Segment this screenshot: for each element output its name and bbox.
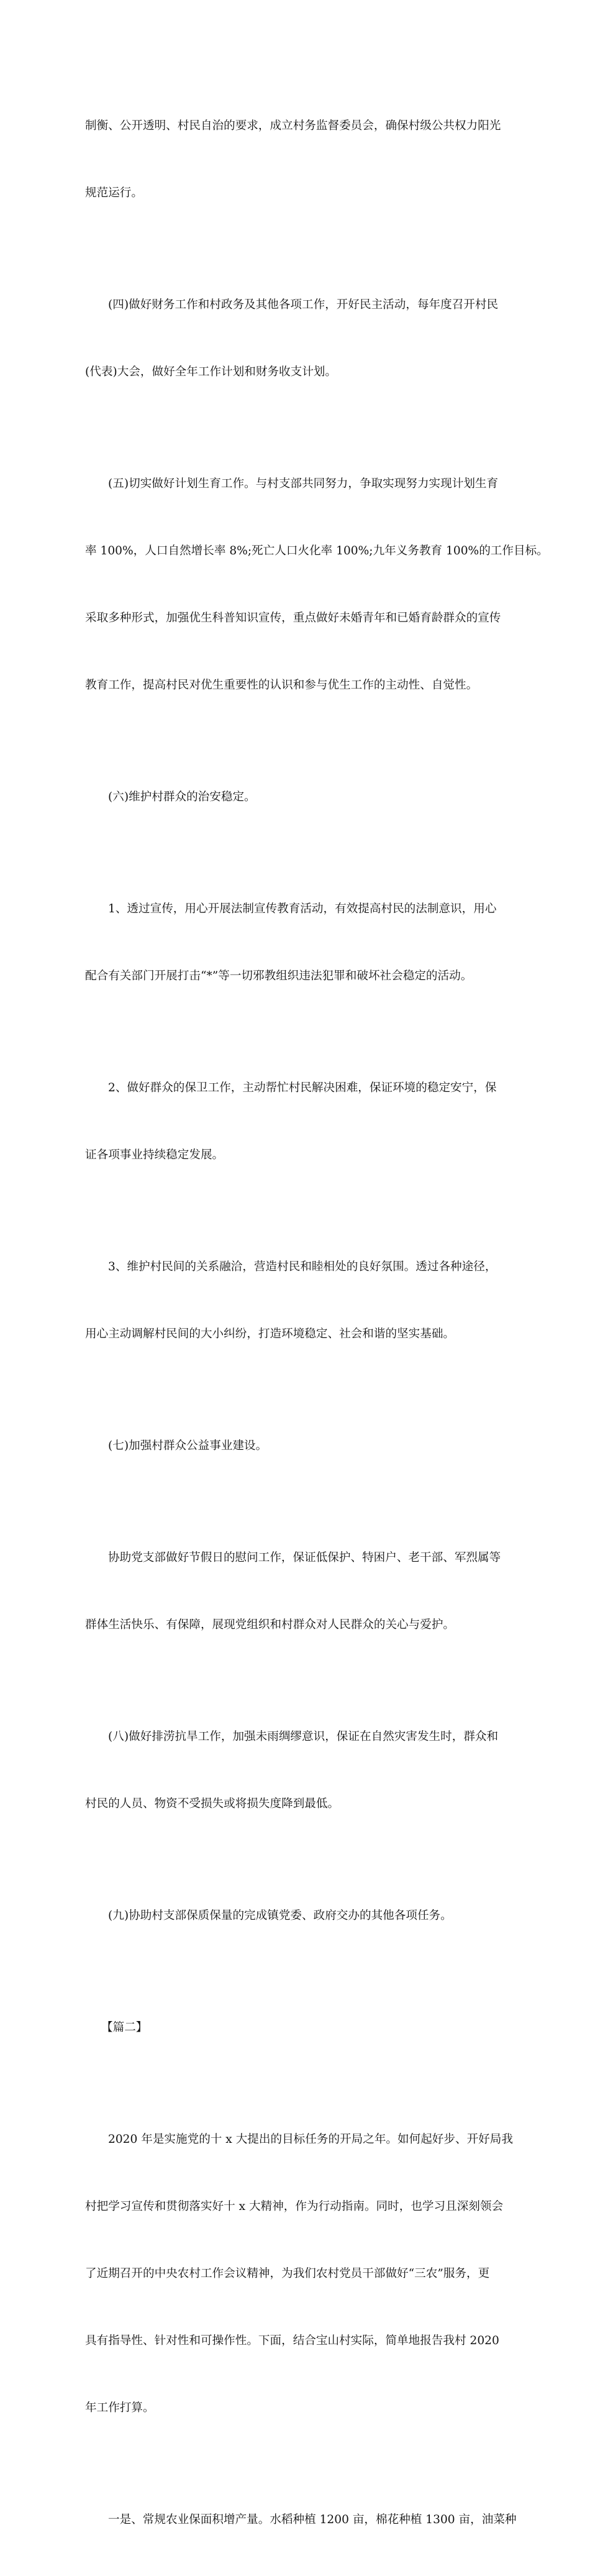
paragraph (85, 1211, 507, 1390)
text-line: 村民的人员、物资不受损失或将损失度降到最低。 (85, 1797, 340, 1810)
paragraph (85, 2464, 517, 2576)
text-line: 3、维护村民间的关系融洽，营造村民和睦相处的良好氛围。透过各种途径， (108, 1260, 497, 1273)
text-line: 配合有关部门开展打击“*”等一切邪教组织违法犯罪和破坏社会稳定的活动。 (85, 969, 473, 983)
text-line: (代表)大会，做好全年工作计划和财务收支计划。 (85, 365, 337, 378)
text-line: 采取多种形式，加强优生科普知识宣传，重点做好未婚青年和已婚育龄群众的宣传 (85, 612, 501, 625)
paragraph (85, 853, 507, 1032)
text-line: 证各项事业持续稳定发展。 (85, 1148, 224, 1162)
paragraph (85, 1390, 507, 1502)
paragraph (85, 2084, 513, 2464)
text-line: 2、做好群众的保卫工作，主动帮忙村民解决困难，保证环境的稳定安宁，保 (108, 1081, 497, 1094)
text-line: (五)切实做好计划生育工作。与村支部共同努力，争取实现努力实现计划生育 (108, 477, 499, 490)
text-line: (四)做好财务工作和村政务及其他各项工作，开好民主活动，每年度召开村民 (108, 298, 499, 311)
text-line: 群体生活快乐、有保障，展现党组织和村群众对人民群众的关心与爱护。 (85, 1618, 455, 1631)
text-line: 1、透过宣传，用心开展法制宣传教育活动，有效提高村民的法制意识，用心 (108, 902, 497, 915)
paragraph (85, 1502, 507, 1681)
text-line: 规范运行。 (85, 186, 143, 199)
paragraph (85, 741, 507, 853)
paragraph (85, 1681, 507, 1860)
section-heading (85, 1972, 507, 2084)
text-line: 具有指导性、针对性和可操作性。下面，结合宝山村实际，简单地报告我村 2020 (85, 2334, 499, 2347)
text-line: 用心主动调解村民间的大小纠纷，打造环境稳定、社会和谐的坚实基础。 (85, 1327, 455, 1341)
section-heading-text: 【篇二】 (101, 2021, 148, 2034)
text-line: 了近期召开的中央农村工作会议精神，为我们农村党员干部做好“三农”服务，更 (85, 2267, 490, 2280)
text-line: (六)维护村群众的治安稳定。 (108, 791, 256, 804)
text-line: 协助党支部做好节假日的慰问工作，保证低保护、特困户、老干部、军烈属等 (108, 1551, 501, 1564)
text-line: 村把学习宣传和贯彻落实好十 x 大精神，作为行动指南。同时，也学习且深刻领会 (85, 2200, 504, 2213)
text-line: 一是、常规农业保面积增产量。水稻种植 1200 亩，棉花种植 1300 亩，油菜种 (108, 2513, 517, 2526)
text-line: 教育工作，提高村民对优生重要性的认识和参与优生工作的主动性、自觉性。 (85, 679, 478, 692)
paragraph (85, 1032, 507, 1211)
text-line: 制衡、公开透明、村民自治的要求，成立村务监督委员会，确保村级公共权力阳光 (85, 119, 501, 132)
document-body (85, 70, 548, 2576)
text-line: 2020 年是实施党的十 x 大提出的目标任务的开局之年。如何起好步、开好局我 (108, 2133, 513, 2146)
text-line: 年工作打算。 (85, 2401, 155, 2414)
paragraph (85, 428, 548, 741)
text-line: (九)协助村支部保质保量的完成镇党委、政府交办的其他各项任务。 (108, 1909, 452, 1922)
text-line: (七)加强村群众公益事业建设。 (108, 1439, 268, 1452)
text-line: 率 100%，人口自然增长率 8%;死亡人口火化率 100%;九年义务教育 100%的工作目标。 (85, 544, 548, 557)
paragraph (85, 1860, 507, 1972)
paragraph (85, 70, 507, 249)
paragraph (85, 249, 507, 428)
text-line: (八)做好排涝抗旱工作，加强未雨绸缪意识，保证在自然灾害发生时，群众和 (108, 1730, 499, 1743)
